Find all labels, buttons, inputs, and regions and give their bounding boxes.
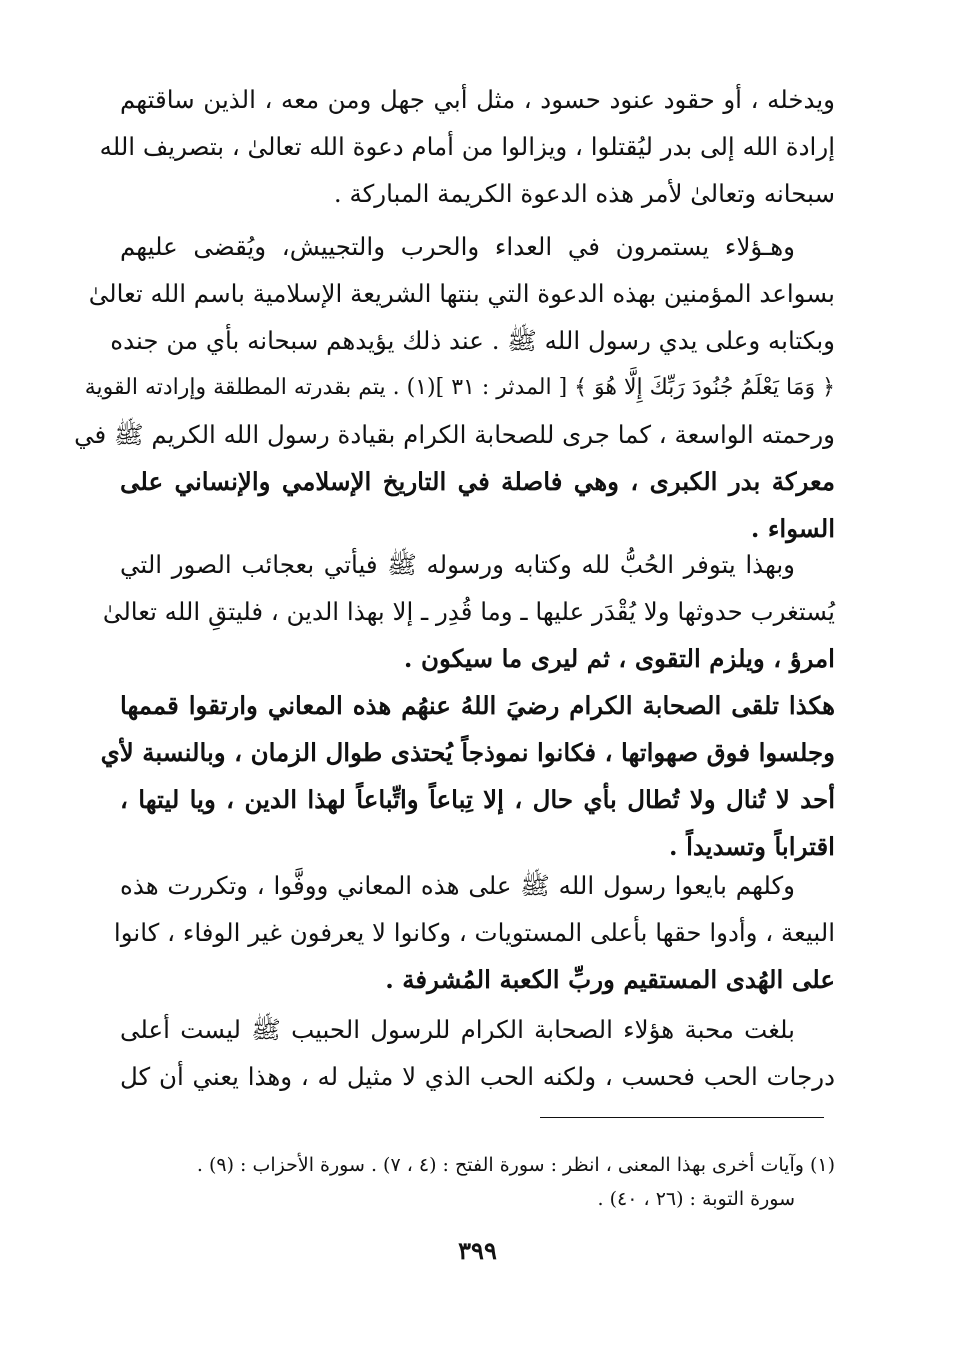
text-line-bold: على الهُدى المستقيم وربِّ الكعبة المُشرفة . <box>385 965 835 994</box>
text-line: ورحمته الواسعة ، كما جرى للصحابة الكرام بقيادة رسول الله الكريم ﷺ في <box>74 420 835 449</box>
paragraph-1 <box>99 76 835 217</box>
text-line-bold: وجلسوا فوق صهواتها ، فكانوا نموذجاً يُحتذى طوال الزمان ، وبالنسبة لأي <box>100 738 835 767</box>
text-line: بسواعد المؤمنين بهذه الدعوة التي بنتها الشريعة الإسلامية باسم الله تعالىٰ <box>88 279 835 308</box>
footnote-line: سورة التوبة : (٢٦ ، ٤٠) . <box>597 1188 795 1210</box>
text-line: وبهذا يتوفر الحُبُّ لله وكتابه ورسوله ﷺ فيأتي بعجائب الصور التي <box>120 550 795 579</box>
text-line: وبكتابه وعلى يدي رسول الله ﷺ . عند ذلك يؤيدهم سبحانه بأي من جنده <box>110 326 835 355</box>
text-line-bold: السواء . <box>750 514 835 543</box>
text-line: وهـؤلاء يستمرون في العداء والحرب والتجييش، ويُقضى عليهم <box>120 232 795 261</box>
text-line-bold: هكذا تلقى الصحابة الكرام رضيَ اللهُ عنهُم هذه المعاني وارتقوا قممها <box>120 691 835 720</box>
footnote-line: (١) وآيات أخرى بهذا المعنى ، انظر : سورة الفتح : (٤ ، ٧) . سورة الأحزاب : (٩) . <box>196 1154 835 1176</box>
page-number: ٣٩٩ <box>458 1236 497 1265</box>
text-line: يُستغرب حدوثها ولا يُقْدَر عليها ـ وما قُدِر ـ إلا بهذا الدين ، فليتقِ الله تعالىٰ <box>102 597 835 626</box>
paragraph-2 <box>74 223 835 552</box>
text-line-quran-verse: ﴿ وَمَا يَعْلَمُ جُنُودَ رَبِّكَ إِلَّا هُوَ ﴾ [ المدثر : ٣١ ](١) . يتم بقدرته المطلقة وإرادته القوية <box>84 375 835 400</box>
paragraph-3 <box>102 541 835 682</box>
footnote-separator <box>540 1117 824 1118</box>
footnote <box>120 1148 835 1216</box>
text-line-bold: أحد لا تُنال ولا تُطال بأي حال ، إلا تِباعاً واتِّباعاً لهذا الدين ، ويا ليتها ، <box>120 785 835 814</box>
text-line: البيعة ، وأدوا حقها بأعلى المستويات ، وكانوا لا يعرفون غير الوفاء ، كانوا <box>113 918 835 947</box>
text-line: بلغت محبة هؤلاء الصحابة الكرام للرسول الحبيب ﷺ ليست أعلى <box>120 1015 795 1044</box>
paragraph-4 <box>100 682 835 870</box>
paragraph-5 <box>113 862 835 1003</box>
paragraph-6 <box>120 1006 835 1100</box>
text-line-bold: اقتراباً وتسديداً . <box>669 832 835 861</box>
text-line: ويدخله ، أو حقود عنود حسود ، مثل أبي جهل ومن معه ، الذين ساقتهم <box>120 85 835 114</box>
text-line: وكلهم بايعوا رسول الله ﷺ على هذه المعاني ووفَّوا ، وتكررت هذه <box>120 871 795 900</box>
text-line: درجات الحب فحسب ، ولكنه الحب الذي لا مثيل له ، وهذا يعني أن كل <box>120 1062 835 1091</box>
text-line: إرادة الله إلى بدر ليُقتلوا ، ويزالوا من أمام دعوة الله تعالىٰ ، بتصريف الله <box>99 132 835 161</box>
text-line-bold: امرؤ ، ويلزم التقوى ، ثم ليرى ما سيكون . <box>403 644 835 673</box>
text-line-bold: معركة بدر الكبرى ، وهي فاصلة في التاريخ الإسلامي والإنساني على <box>120 467 835 496</box>
text-line: سبحانه وتعالىٰ لأمر هذه الدعوة الكريمة المباركة . <box>333 179 835 208</box>
